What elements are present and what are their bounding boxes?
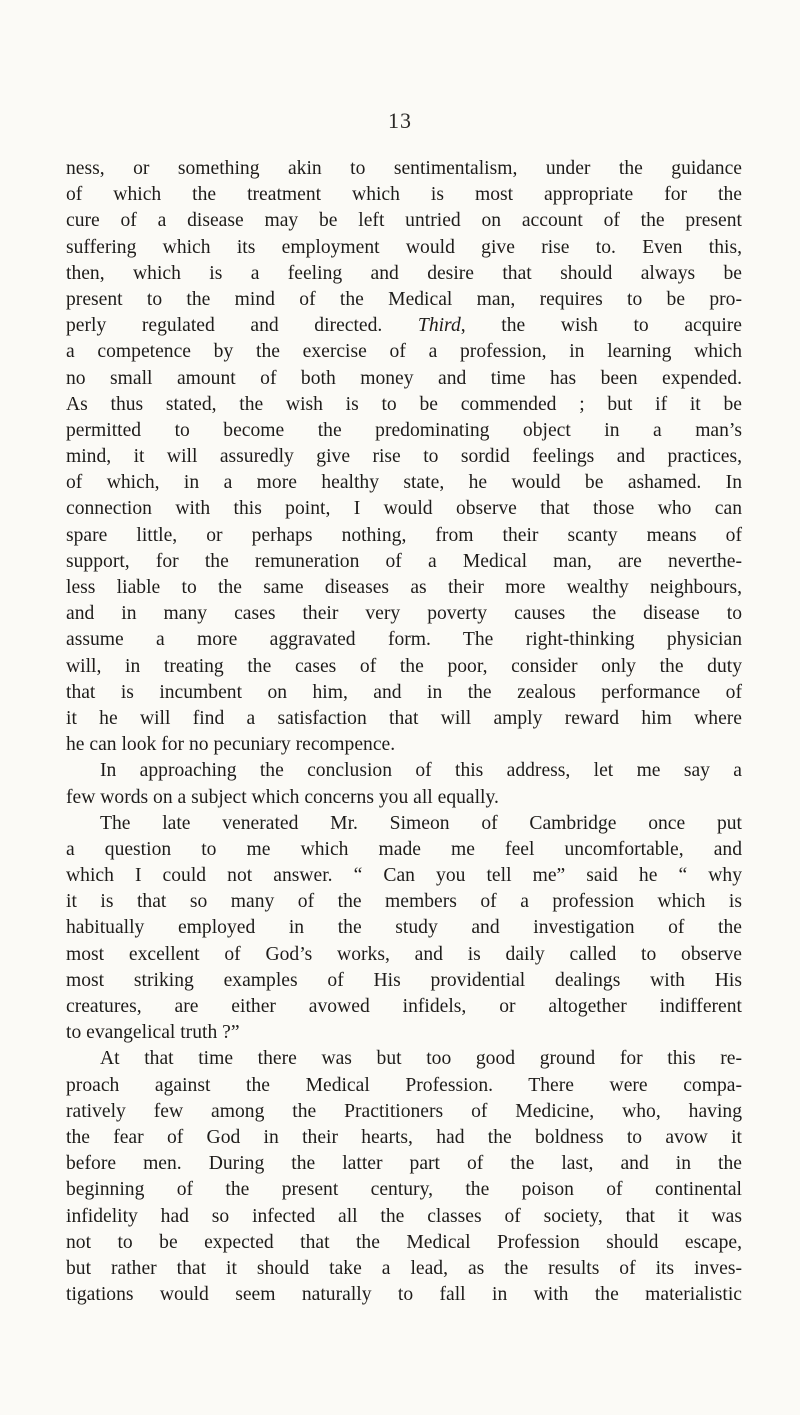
text-line: most excellent of God’s works, and is daily called to observe — [66, 943, 742, 965]
text-line: he can look for no pecuniary recompence. — [66, 734, 396, 756]
text-line: present to the mind of the Medical man, requires to be pro- — [66, 288, 742, 310]
text-line: then, which is a feeling and desire that should always be — [66, 262, 742, 284]
text-line: and in many cases their very poverty causes the disease to — [66, 603, 742, 625]
page-number: 13 — [388, 108, 412, 133]
text-line: perly regulated and directed. Third, the wish to acquire — [66, 315, 742, 337]
text-line: of which, in a more healthy state, he would be ashamed. In — [66, 472, 742, 494]
text-line: no small amount of both money and time has been expended. — [66, 367, 742, 389]
text-line: As thus stated, the wish is to be commended ; but if it be — [66, 393, 742, 415]
text-line: habitually employed in the study and investigation of the — [66, 917, 742, 939]
text-line: At that time there was but too good ground for this re- — [100, 1048, 742, 1070]
text-line: creatures, are either avowed infidels, or altogether indifferent — [66, 996, 742, 1017]
text-line: proach against the Medical Profession. There were compa- — [66, 1074, 742, 1096]
text-line: assume a more aggravated form. The right-thinking physician — [66, 629, 742, 651]
text-line: to evangelical truth ?” — [66, 1022, 240, 1044]
text-line: tigations would seem naturally to fall in with the materialistic — [66, 1284, 742, 1306]
text-line: which I could not answer. “ Can you tell me” said he “ why — [66, 865, 742, 887]
text-line: few words on a subject which concerns you all equally. — [66, 786, 499, 808]
text-line: In approaching the conclusion of this address, let me say a — [100, 760, 742, 782]
text-line: support, for the remuneration of a Medical man, are neverthe- — [66, 550, 742, 572]
body-text — [66, 156, 742, 1308]
text-line: less liable to the same diseases as their more wealthy neighbours, — [66, 577, 742, 598]
text-line: a competence by the exercise of a profession, in learning which — [66, 341, 742, 363]
text-line: not to be expected that the Medical Profession should escape, — [66, 1231, 742, 1253]
text-line: ness, or something akin to sentimentalism, under the guidance — [66, 158, 742, 179]
text-line: a question to me which made me feel uncomfortable, and — [66, 838, 742, 860]
text-line: before men. During the latter part of the last, and in the — [66, 1153, 742, 1175]
emphasis: Third — [417, 315, 461, 337]
text-line: but rather that it should take a lead, as the results of its inves- — [66, 1257, 742, 1279]
text-line: mind, it will assuredly give rise to sordid feelings and practices, — [66, 446, 742, 468]
text-line: spare little, or perhaps nothing, from their scanty means of — [66, 524, 742, 546]
text-line: beginning of the present century, the poison of continental — [66, 1179, 742, 1201]
text-line: that is incumbent on him, and in the zealous performance of — [66, 681, 742, 703]
text-line: it is that so many of the members of a profession which is — [66, 891, 742, 913]
text-line: ratively few among the Practitioners of Medicine, who, having — [66, 1100, 742, 1122]
text-line: connection with this point, I would observe that those who can — [66, 498, 742, 520]
text-line: of which the treatment which is most appropriate for the — [66, 184, 742, 206]
text-line: permitted to become the predominating object in a man’s — [66, 419, 742, 441]
text-line: most striking examples of His providential dealings with His — [66, 969, 742, 991]
text-line: infidelity had so infected all the classes of society, that it was — [66, 1205, 742, 1227]
text-line: it he will find a satisfaction that will amply reward him where — [66, 707, 742, 729]
text-line: the fear of God in their hearts, had the boldness to avow it — [66, 1126, 742, 1148]
text-line: suffering which its employment would give rise to. Even this, — [66, 236, 742, 258]
text-line: The late venerated Mr. Simeon of Cambridge once put — [100, 812, 742, 834]
text-line: will, in treating the cases of the poor, consider only the duty — [66, 655, 742, 677]
text-line: cure of a disease may be left untried on account of the present — [66, 210, 742, 232]
